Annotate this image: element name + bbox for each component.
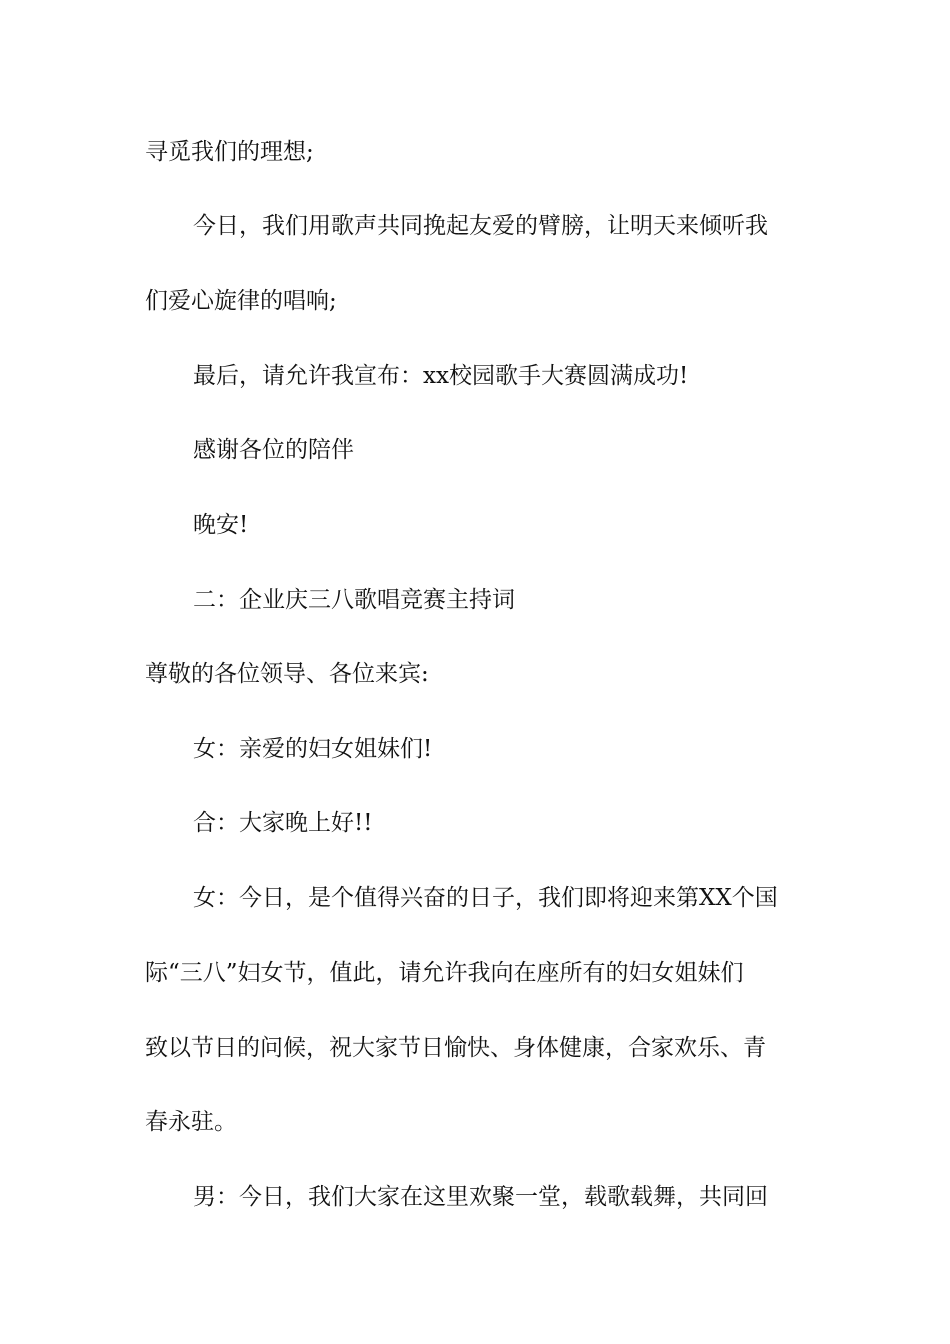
text-line: 女：亲爱的妇女姐妹们! (193, 736, 433, 762)
text-line: 们爱心旋律的唱响; (145, 288, 337, 314)
text-line: 致以节日的问候，祝大家节日愉快、身体健康，合家欢乐、青 (145, 1035, 766, 1061)
text-line: 男：今日，我们大家在这里欢聚一堂，载歌载舞，共同回 (193, 1184, 768, 1210)
text-line: 春永驻。 (145, 1109, 237, 1135)
text-line: 最后，请允许我宣布：xx校园歌手大赛圆满成功! (193, 363, 689, 389)
section-heading: 二：企业庆三八歌唱竞赛主持词 (193, 587, 515, 613)
text-line: 晚安! (193, 512, 249, 538)
text-line: 女：今日，是个值得兴奋的日子，我们即将迎来第XX个国 (193, 885, 778, 911)
text-line: 寻觅我们的理想; (145, 139, 314, 165)
text-line: 今日，我们用歌声共同挽起友爱的臂膀，让明天来倾听我 (193, 213, 768, 239)
text-line: 感谢各位的陪伴 (193, 437, 354, 463)
text-line: 际“三八”妇女节，值此，请允许我向在座所有的妇女姐妹们 (145, 960, 744, 986)
text-line: 尊敬的各位领导、各位来宾: (145, 661, 429, 687)
text-line: 合：大家晚上好!! (193, 810, 373, 836)
